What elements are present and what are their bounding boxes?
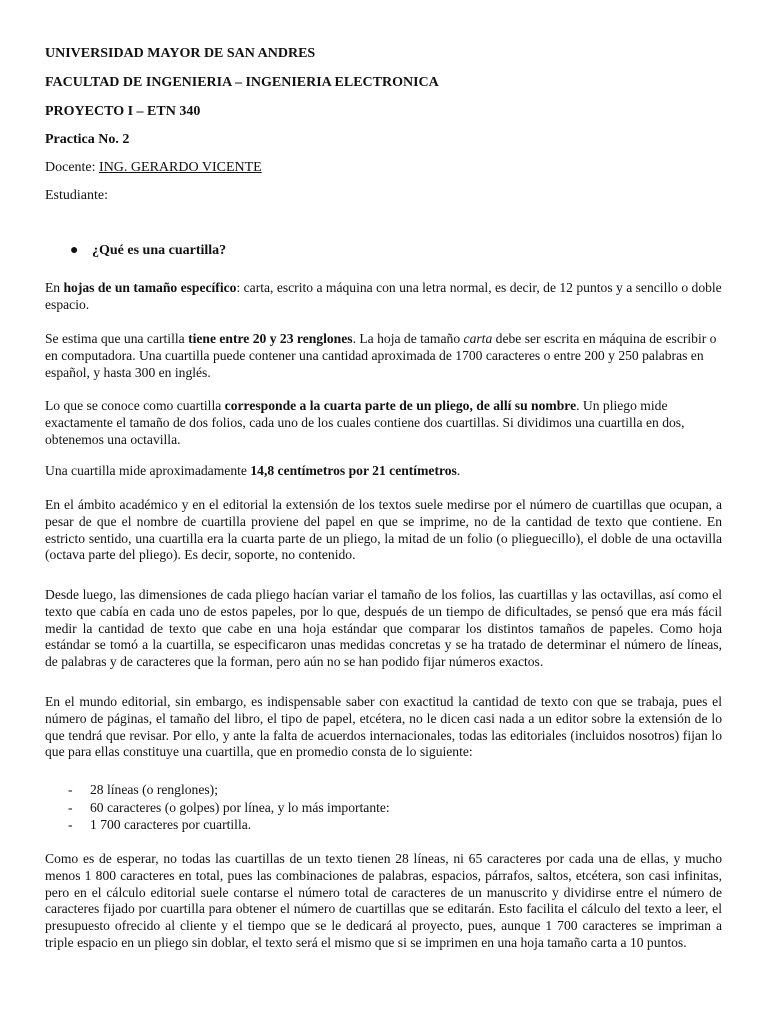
p2-text-a: Se estima que una cartilla [45, 331, 189, 346]
p1-bold: hojas de un tamaño específico [63, 280, 237, 295]
p3-text-c: . Un pliego mide exactamente el tamaño de dos folios, cada uno de los cuales contiene dos cuartillas. Si dividimos una cuartilla en dos, obtenemos una octavilla. [45, 398, 685, 447]
paragraph-6: Desde luego, las dimensiones de cada pliego hacían variar el tamaño de los folios, las cuartillas y las octavillas, así como el texto que cabía en cada uno de estos papeles, por lo que, después de un tiempo de dificultades, se pensó que era más fácil medir la cantidad de texto que cabe en una hoja estándar que comparar los distintos tamaños de papeles. Como hoja estándar se tomó a la cuartilla, se especificaron unas medidas concretas y se ha tratado de determinar el número de líneas, de palabras y de caracteres que la forman, pero aún no se han podido fijar números exactos. [45, 587, 722, 670]
teacher-line [45, 160, 262, 177]
p4-text-a: Una cuartilla mide aproximadamente [45, 463, 251, 478]
project-heading: PROYECTO I – ETN 340 [45, 104, 201, 119]
dash-marker: - [68, 799, 73, 815]
paragraph-4 [45, 463, 722, 480]
p1-text-c: : carta, escrito a máquina con una letra normal, es decir, de 12 puntos y a sencillo o doble espacio. [45, 280, 722, 312]
teacher-name: ING. GERARDO VICENTE [99, 160, 262, 175]
p4-bold: 14,8 centímetros por 21 centímetros [250, 463, 457, 478]
p2-text-c: . La hoja de tamaño [352, 331, 464, 346]
faculty-heading: FACULTAD DE INGENIERIA – INGENIERIA ELECTRONICA [45, 75, 439, 90]
cuartilla-spec-list [68, 782, 390, 835]
practice-heading: Practica No. 2 [45, 132, 130, 147]
dash-marker: - [68, 817, 73, 832]
bullet-icon: ● [70, 243, 79, 258]
p3-bold: corresponde a la cuarta parte de un pliego, de allí su nombre [224, 398, 577, 413]
paragraph-2 [45, 331, 722, 381]
paragraph-1 [45, 280, 722, 314]
list-item-text: 28 líneas (o renglones); [90, 782, 218, 797]
teacher-label: Docente: [45, 160, 100, 175]
list-item [68, 800, 390, 818]
student-label: Estudiante: [45, 188, 108, 203]
paragraph-7: En el mundo editorial, sin embargo, es indispensable saber con exactitud la cantidad de texto con que se trabaja, pues el número de páginas, el tamaño del libro, el tipo de papel, etcétera, no le dicen casi nada a un editor sobre la extensión de lo que tendrá que revisar. Por ello, y ante la falta de acuerdos internacionales, todas las editoriales (incluidos nosotros) fijan lo que para ellas constituye una cuartilla, que en promedio consta de lo siguiente: [45, 694, 722, 760]
question-text: ¿Qué es una cuartilla? [92, 243, 227, 258]
p2-bold: tiene entre 20 y 23 renglones [188, 331, 353, 346]
paragraph-5: En el ámbito académico y en el editorial la extensión de los textos suele medirse por el número de cuartillas que ocupan, a pesar de que el nombre de cuartilla proviene del papel en que se imprime, no de la cantidad de texto que contiene. En estricto sentido, una cuartilla era la cuarta parte de un pliego, la mitad de un folio (o plieguecillo), el doble de una octavilla (octava parte del pliego). Es decir, soporte, no contenido. [45, 497, 722, 563]
paragraph-8: Como es de esperar, no todas las cuartillas de un texto tienen 28 líneas, ni 65 caracteres por cada una de ellas, y mucho menos 1 800 caracteres en total, pues las combinaciones de palabras, espacios, párrafos, saltos, etcétera, son casi infinitas, pero en el cálculo editorial suele contarse el número total de caracteres de un manuscrito y dividirse entre el número de caracteres fijado por cuartilla para obtener el número de cuartillas que se editarán. Esto facilita el cálculo del texto a leer, el presupuesto ofrecido al cliente y el tiempo que se le dedicará al proyecto, pues, aunque 1 700 caracteres se impriman a triple espacio en un pliego sin doblar, el texto será el mismo que si se imprimen en una hoja tamaño carta a 10 puntos. [45, 851, 722, 950]
list-item [68, 817, 390, 835]
list-item [68, 782, 390, 800]
university-heading: UNIVERSIDAD MAYOR DE SAN ANDRES [45, 46, 316, 61]
list-item-text: 60 caracteres (o golpes) por línea, y lo más importante: [90, 799, 390, 815]
p2-italic: carta [463, 331, 493, 346]
p1-text-a: En [45, 280, 64, 295]
p2-text-e: debe ser escrita en máquina de escribir o en computadora. Una cuartilla puede contener una cantidad aproximada de 1700 caracteres o entre 200 y 250 palabras en español, y hasta 300 en inglés. [45, 331, 717, 380]
p3-text-a: Lo que se conoce como cuartilla [45, 398, 225, 413]
question-bullet [70, 243, 226, 260]
dash-marker: - [68, 782, 73, 797]
p4-text-c: . [456, 463, 461, 478]
paragraph-3 [45, 398, 722, 448]
list-item-text: 1 700 caracteres por cuartilla. [90, 817, 252, 832]
